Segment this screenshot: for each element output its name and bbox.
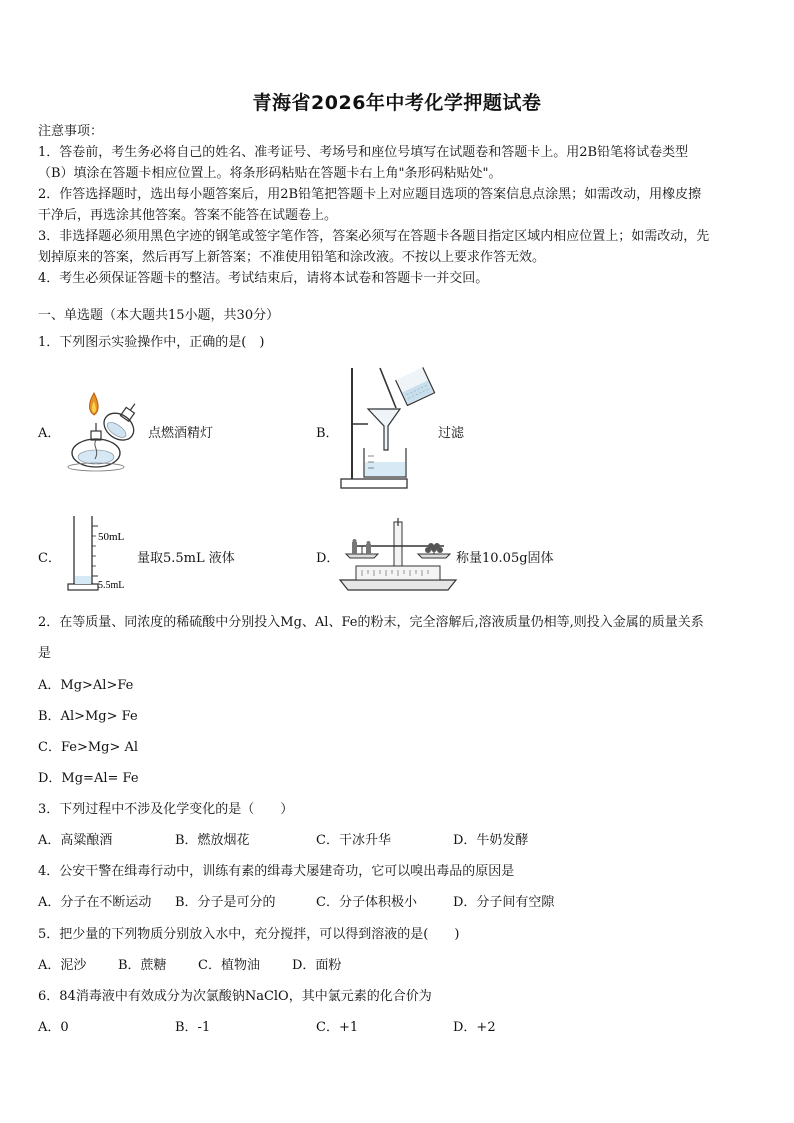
q4-option-b: B．分子是可分的 [175, 895, 276, 910]
q5-option-d: D．面粉 [292, 958, 342, 973]
q1-option-b-text: 过滤 [438, 426, 465, 441]
q1-option-c-letter: C． [38, 551, 61, 566]
q2-option-b: B．Al>Mg> Fe [38, 709, 138, 724]
q5-option-b: B．蔗糖 [118, 958, 167, 973]
q4-option-c: C．分子体积极小 [316, 895, 417, 910]
question-2-stem-continued: 是 [38, 646, 52, 661]
question-6-stem: 6．84消毒液中有效成分为次氯酸钠NaClO，其中氯元素的化合价为 [38, 989, 432, 1004]
q6-option-b: B．-1 [175, 1020, 211, 1035]
section-heading: 一、单选题（本大题共15小题，共30分） [38, 308, 280, 323]
notice-line: 2．作答选择题时，选出每小题答案后，用2B铅笔把答题卡上对应题目选项的答案信息点涂黑；如需改动，用橡皮擦 [38, 187, 702, 202]
q3-option-d: D．牛奶发酵 [453, 833, 529, 848]
q5-option-c: C．植物油 [198, 958, 260, 973]
notice-line: 干净后，再选涂其他答案。答案不能答在试题卷上。 [38, 208, 338, 223]
balance-scale-figure [336, 512, 460, 594]
q1-option-b-letter: B． [316, 426, 339, 441]
question-5-stem: 5．把少量的下列物质分别放入水中，充分搅拌，可以得到溶液的是( ) [38, 927, 460, 942]
q6-option-d: D．+2 [453, 1020, 496, 1035]
cylinder-label-5-5ml: 5.5mL [98, 580, 125, 591]
q1-option-a-letter: A． [38, 426, 61, 441]
q2-option-d: D．Mg=Al= Fe [38, 771, 139, 786]
question-3-stem: 3．下列过程中不涉及化学变化的是（ ） [38, 802, 294, 817]
q1-option-d-letter: D． [316, 551, 340, 566]
q2-option-c: C．Fe>Mg> Al [38, 740, 139, 755]
q4-option-a: A．分子在不断运动 [38, 895, 152, 910]
q4-option-d: D．分子间有空隙 [453, 895, 555, 910]
question-2-stem: 2．在等质量、同浓度的稀硫酸中分别投入Mg、Al、Fe的粉末，完全溶解后,溶液质量仍相等,则投入金属的质量关系 [38, 615, 704, 630]
q3-option-a: A．高粱酿酒 [38, 833, 113, 848]
notice-heading: 注意事项： [38, 124, 104, 139]
q1-option-d-text: 称量10.05g固体 [456, 551, 554, 566]
q5-option-a: A．泥沙 [38, 958, 87, 973]
alcohol-lamp-figure [62, 385, 152, 475]
notice-line: （B）填涂在答题卡相应位置上。将条形码粘贴在答题卡右上角"条形码粘贴处"。 [38, 166, 502, 181]
q1-option-c-text: 量取5.5mL 液体 [137, 551, 235, 566]
question-1-stem: 1．下列图示实验操作中，正确的是( ) [38, 335, 265, 350]
q3-option-c: C．干冰升华 [316, 833, 391, 848]
cylinder-label-50ml: 50mL [98, 531, 125, 543]
page-title: 青海省2026年中考化学押题试卷 [252, 92, 542, 114]
graduated-cylinder-figure [64, 512, 136, 596]
notice-line: 3．非选择题必须用黑色字迹的钢笔或签字笔作答，答案必须写在答题卡各题目指定区域内相应位置上；如需改动，先 [38, 229, 710, 244]
question-4-stem: 4．公安干警在缉毒行动中，训练有素的缉毒犬屡建奇功，它可以嗅出毒品的原因是 [38, 864, 515, 879]
notice-line: 划掉原来的答案，然后再写上新答案；不准使用铅笔和涂改液。不按以上要求作答无效。 [38, 250, 546, 265]
q6-option-c: C．+1 [316, 1020, 359, 1035]
q6-option-a: A．0 [38, 1020, 69, 1035]
q2-option-a: A．Mg>Al>Fe [38, 678, 134, 693]
notice-line: 4．考生必须保证答题卡的整洁。考试结束后，请将本试卷和答题卡一并交回。 [38, 271, 489, 286]
q3-option-b: B．燃放烟花 [175, 833, 250, 848]
notice-line: 1．答卷前，考生务必将自己的姓名、准考证号、考场号和座位号填写在试题卷和答题卡上。用2B铅笔将试卷类型 [38, 145, 689, 160]
q1-option-a-text: 点燃酒精灯 [148, 426, 214, 441]
